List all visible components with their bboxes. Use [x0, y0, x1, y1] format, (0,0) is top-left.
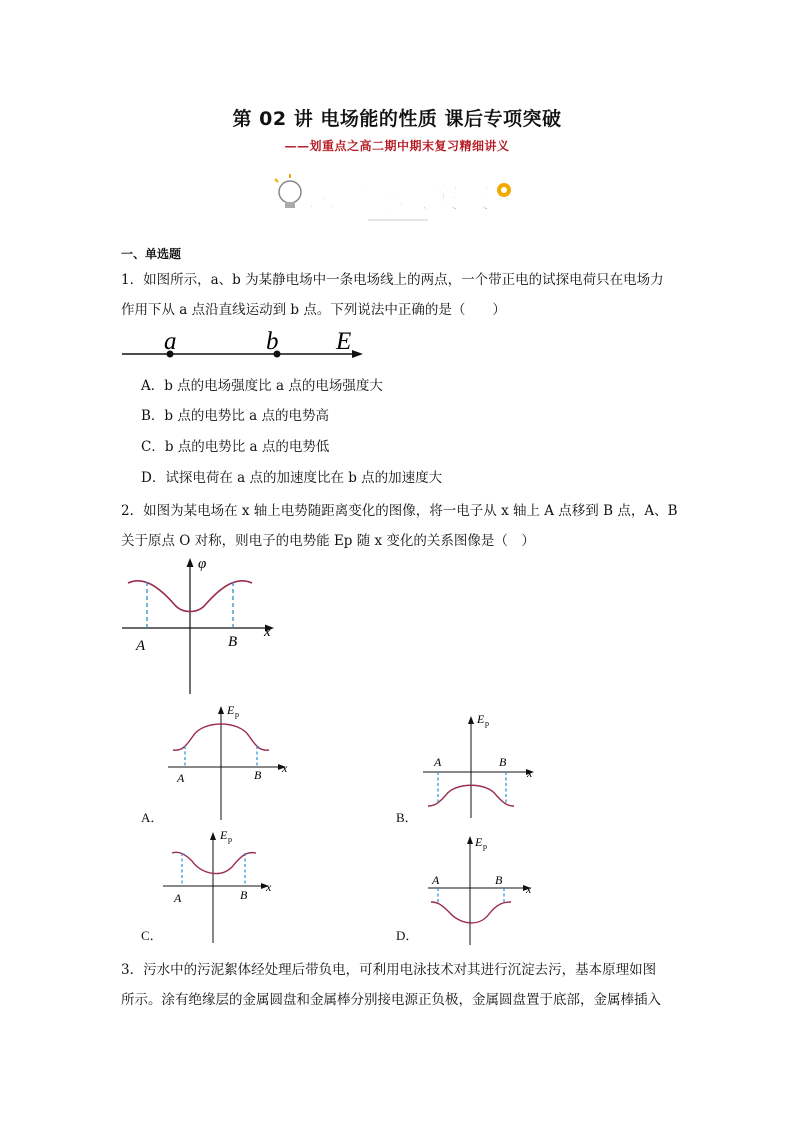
label-b: b [266, 328, 279, 355]
axis-label-x: x [264, 624, 271, 640]
field-arrow-icon [352, 350, 363, 358]
label-B: B [499, 755, 507, 769]
axis-label-ep: E [477, 712, 485, 726]
axis-label-phi: φ [198, 556, 207, 572]
q1-option-d[interactable]: D．试探电荷在 a 点的加速度比在 b 点的加速度大 [141, 470, 443, 486]
gear-icon [497, 183, 511, 197]
q2-option-d-graph[interactable] [425, 832, 545, 947]
label-A: A [177, 771, 185, 785]
label-B: B [495, 873, 503, 887]
q2-option-c-graph[interactable] [160, 827, 285, 947]
q2-option-b-graph[interactable] [420, 710, 545, 820]
axis-label-ep: E [220, 828, 228, 842]
label-A: A [432, 873, 440, 887]
q2-option-c-letter[interactable]: C． [141, 928, 163, 943]
ep-curve-c [172, 852, 256, 873]
axis-label-ep: E [475, 835, 483, 849]
q1-field-line-figure [120, 325, 365, 363]
q2-text-line2: 关于原点 O 对称，则电子的电势能 Ep 随 x 变化的关系图像是（ ） [121, 533, 535, 549]
label-a: a [164, 328, 177, 355]
axis-label-ep-sub: p [235, 710, 239, 719]
label-A: A [136, 638, 146, 654]
label-B: B [240, 888, 248, 902]
section-heading: 一、单选题 [121, 247, 182, 261]
axis-label-x: x [526, 882, 532, 896]
q3-text-line1: 3．污水中的污泥絮体经处理后带负电，可利用电泳技术对其进行沉淀去污，基本原理如图 [121, 962, 657, 978]
axis-label-x: x [266, 880, 272, 894]
q2-text-line1: 2．如图为某电场在 x 轴上电势随距离变化的图像，将一电子从 x 轴上 A 点移到 B 点，A、B [121, 503, 678, 519]
label-A: A [174, 891, 182, 905]
axis-label-ep-sub: p [228, 835, 232, 844]
q3-text-line2: 所示。涂有绝缘层的金属圆盘和金属棒分别接电源正负极，金属圆盘置于底部，金属棒插入 [121, 992, 661, 1008]
banner-text: 课后专项突破 [305, 181, 491, 216]
label-B: B [254, 768, 262, 782]
label-B: B [228, 634, 238, 650]
axis-label-x: x [527, 766, 533, 780]
ep-curve-d [431, 902, 511, 923]
axis-label-ep-sub: p [483, 842, 487, 851]
axis-label-ep-sub: p [485, 719, 489, 728]
q2-option-d-letter[interactable]: D． [396, 928, 419, 943]
q1-option-b[interactable]: B．b 点的电势比 a 点的电势高 [141, 408, 329, 424]
axis-label-x: x [282, 761, 288, 775]
label-e: E [336, 328, 352, 355]
q2-option-a-graph[interactable] [165, 700, 295, 822]
page-subtitle: ——划重点之高二期中期末复习精细讲义 [284, 139, 510, 153]
page-title: 第 02 讲 电场能的性质 课后专项突破 [232, 108, 562, 130]
axis-label-ep: E [227, 703, 235, 717]
q1-option-c[interactable]: C．b 点的电势比 a 点的电势低 [141, 439, 330, 455]
q1-text-line2: 作用下从 a 点沿直线运动到 b 点。下列说法中正确的是（ ） [121, 302, 506, 318]
banner-logo [268, 172, 526, 224]
q2-potential-graph [118, 552, 283, 697]
q2-option-a-letter[interactable]: A． [141, 810, 164, 825]
q1-text-line1: 1．如图所示，a、b 为某静电场中一条电场线上的两点，一个带正电的试探电荷只在电场力 [121, 272, 664, 288]
q2-option-b-letter[interactable]: B． [396, 810, 418, 825]
label-A: A [434, 755, 442, 769]
q1-option-a[interactable]: A．b 点的电场强度比 a 点的电场强度大 [141, 378, 383, 394]
